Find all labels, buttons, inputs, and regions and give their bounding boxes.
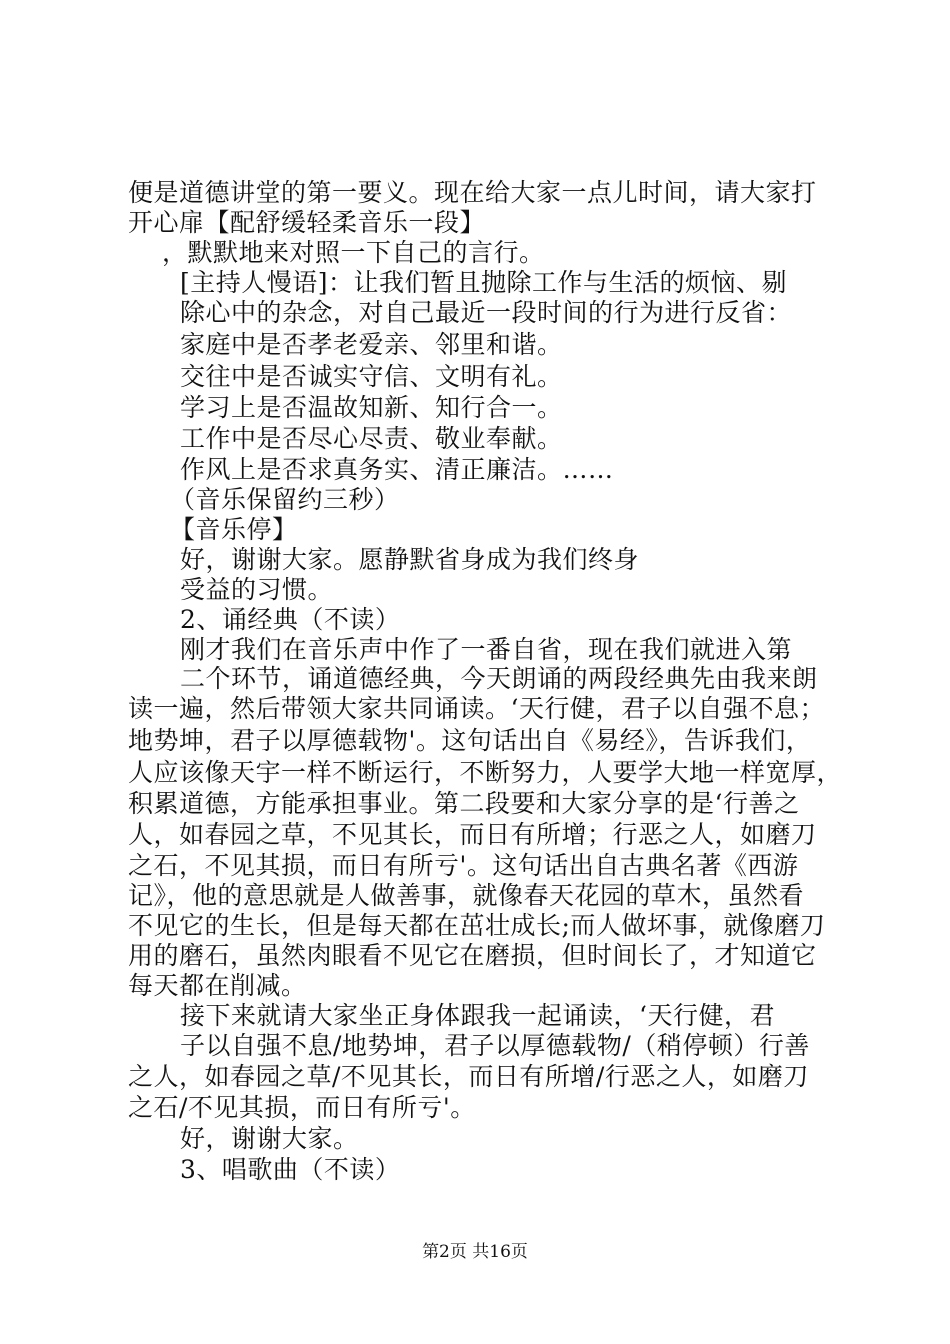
text-line: 人，如春园之草，不见其长，而日有所增；行恶之人，如磨刀 [128,820,817,849]
text-line: 不见它的生长，但是每天都在茁壮成长;而人做坏事，就像磨刀 [128,911,826,940]
text-line: 每天都在削减。 [128,971,307,1000]
text-line: 家庭中是否孝老爱亲、邻里和谐。 [180,330,563,359]
text-line: 好，谢谢大家。 [180,1124,359,1153]
text-line: 子以自强不息/地势坤，君子以厚德载物/（稍停顿）行善 [180,1031,810,1060]
text-line: 交往中是否诚实守信、文明有礼。 [180,362,563,391]
text-line: 【音乐停】 [170,515,298,544]
section-heading: 3、唱歌曲（不读） [180,1155,401,1184]
text-line: 除心中的杂念，对自己最近一段时间的行为进行反省： [180,298,793,327]
text-line: 人应该像天宇一样不断运行，不断努力，人要学大地一样宽厚， [128,758,843,787]
text-line: 受益的习惯。 [180,575,334,604]
text-line: 作风上是否求真务实、清正廉洁。…… [180,455,614,484]
text-line: [主持人慢语]：让我们暂且抛除工作与生活的烦恼、剔 [180,268,788,297]
text-line: 读一遍，然后带领大家共同诵读。‘天行健，君子以自强不息； [128,694,825,723]
page-number-label: 第2页 共16页 [422,1242,528,1262]
text-line: 学习上是否温故知新、知行合一。 [180,393,563,422]
text-line: 工作中是否尽心尽责、敬业奉献。 [180,424,563,453]
text-line: 接下来就请大家坐正身体跟我一起诵读，‘天行健，君 [180,1001,775,1030]
text-line: ，默默地来对照一下自己的言行。 [162,238,545,267]
text-line: 记》，他的意思就是人做善事，就像春天花园的草木，虽然看 [128,881,805,910]
text-line: 之人，如春园之草/不见其长，而日有所增/行恶之人，如磨刀 [128,1062,809,1091]
section-heading: 2、诵经典（不读） [180,605,401,634]
text-line: 之石，不见其损，而日有所亏'。这句话出自古典名著《西游 [128,851,799,880]
text-line: （音乐保留约三秒） [170,485,400,514]
text-line: 积累道德，方能承担事业。第二段要和大家分享的是‘行善之 [128,789,800,818]
text-line: 用的磨石，虽然肉眼看不见它在磨损，但时间长了，才知道它 [128,941,817,970]
text-line: 开心扉【配舒缓轻柔音乐一段】 [128,208,486,237]
page-footer [0,1241,950,1263]
text-line: 二个环节，诵道德经典，今天朗诵的两段经典先由我来朗 [180,664,818,693]
text-line: 地势坤，君子以厚德载物'。这句话出自《易经》，告诉我们， [128,726,812,755]
text-line: 刚才我们在音乐声中作了一番自省，现在我们就进入第 [180,635,793,664]
text-line: 之石/不见其损，而日有所亏'。 [128,1093,476,1122]
text-line: 便是道德讲堂的第一要义。现在给大家一点儿时间，请大家打 [128,178,817,207]
text-line: 好，谢谢大家。愿静默省身成为我们终身 [180,545,640,574]
